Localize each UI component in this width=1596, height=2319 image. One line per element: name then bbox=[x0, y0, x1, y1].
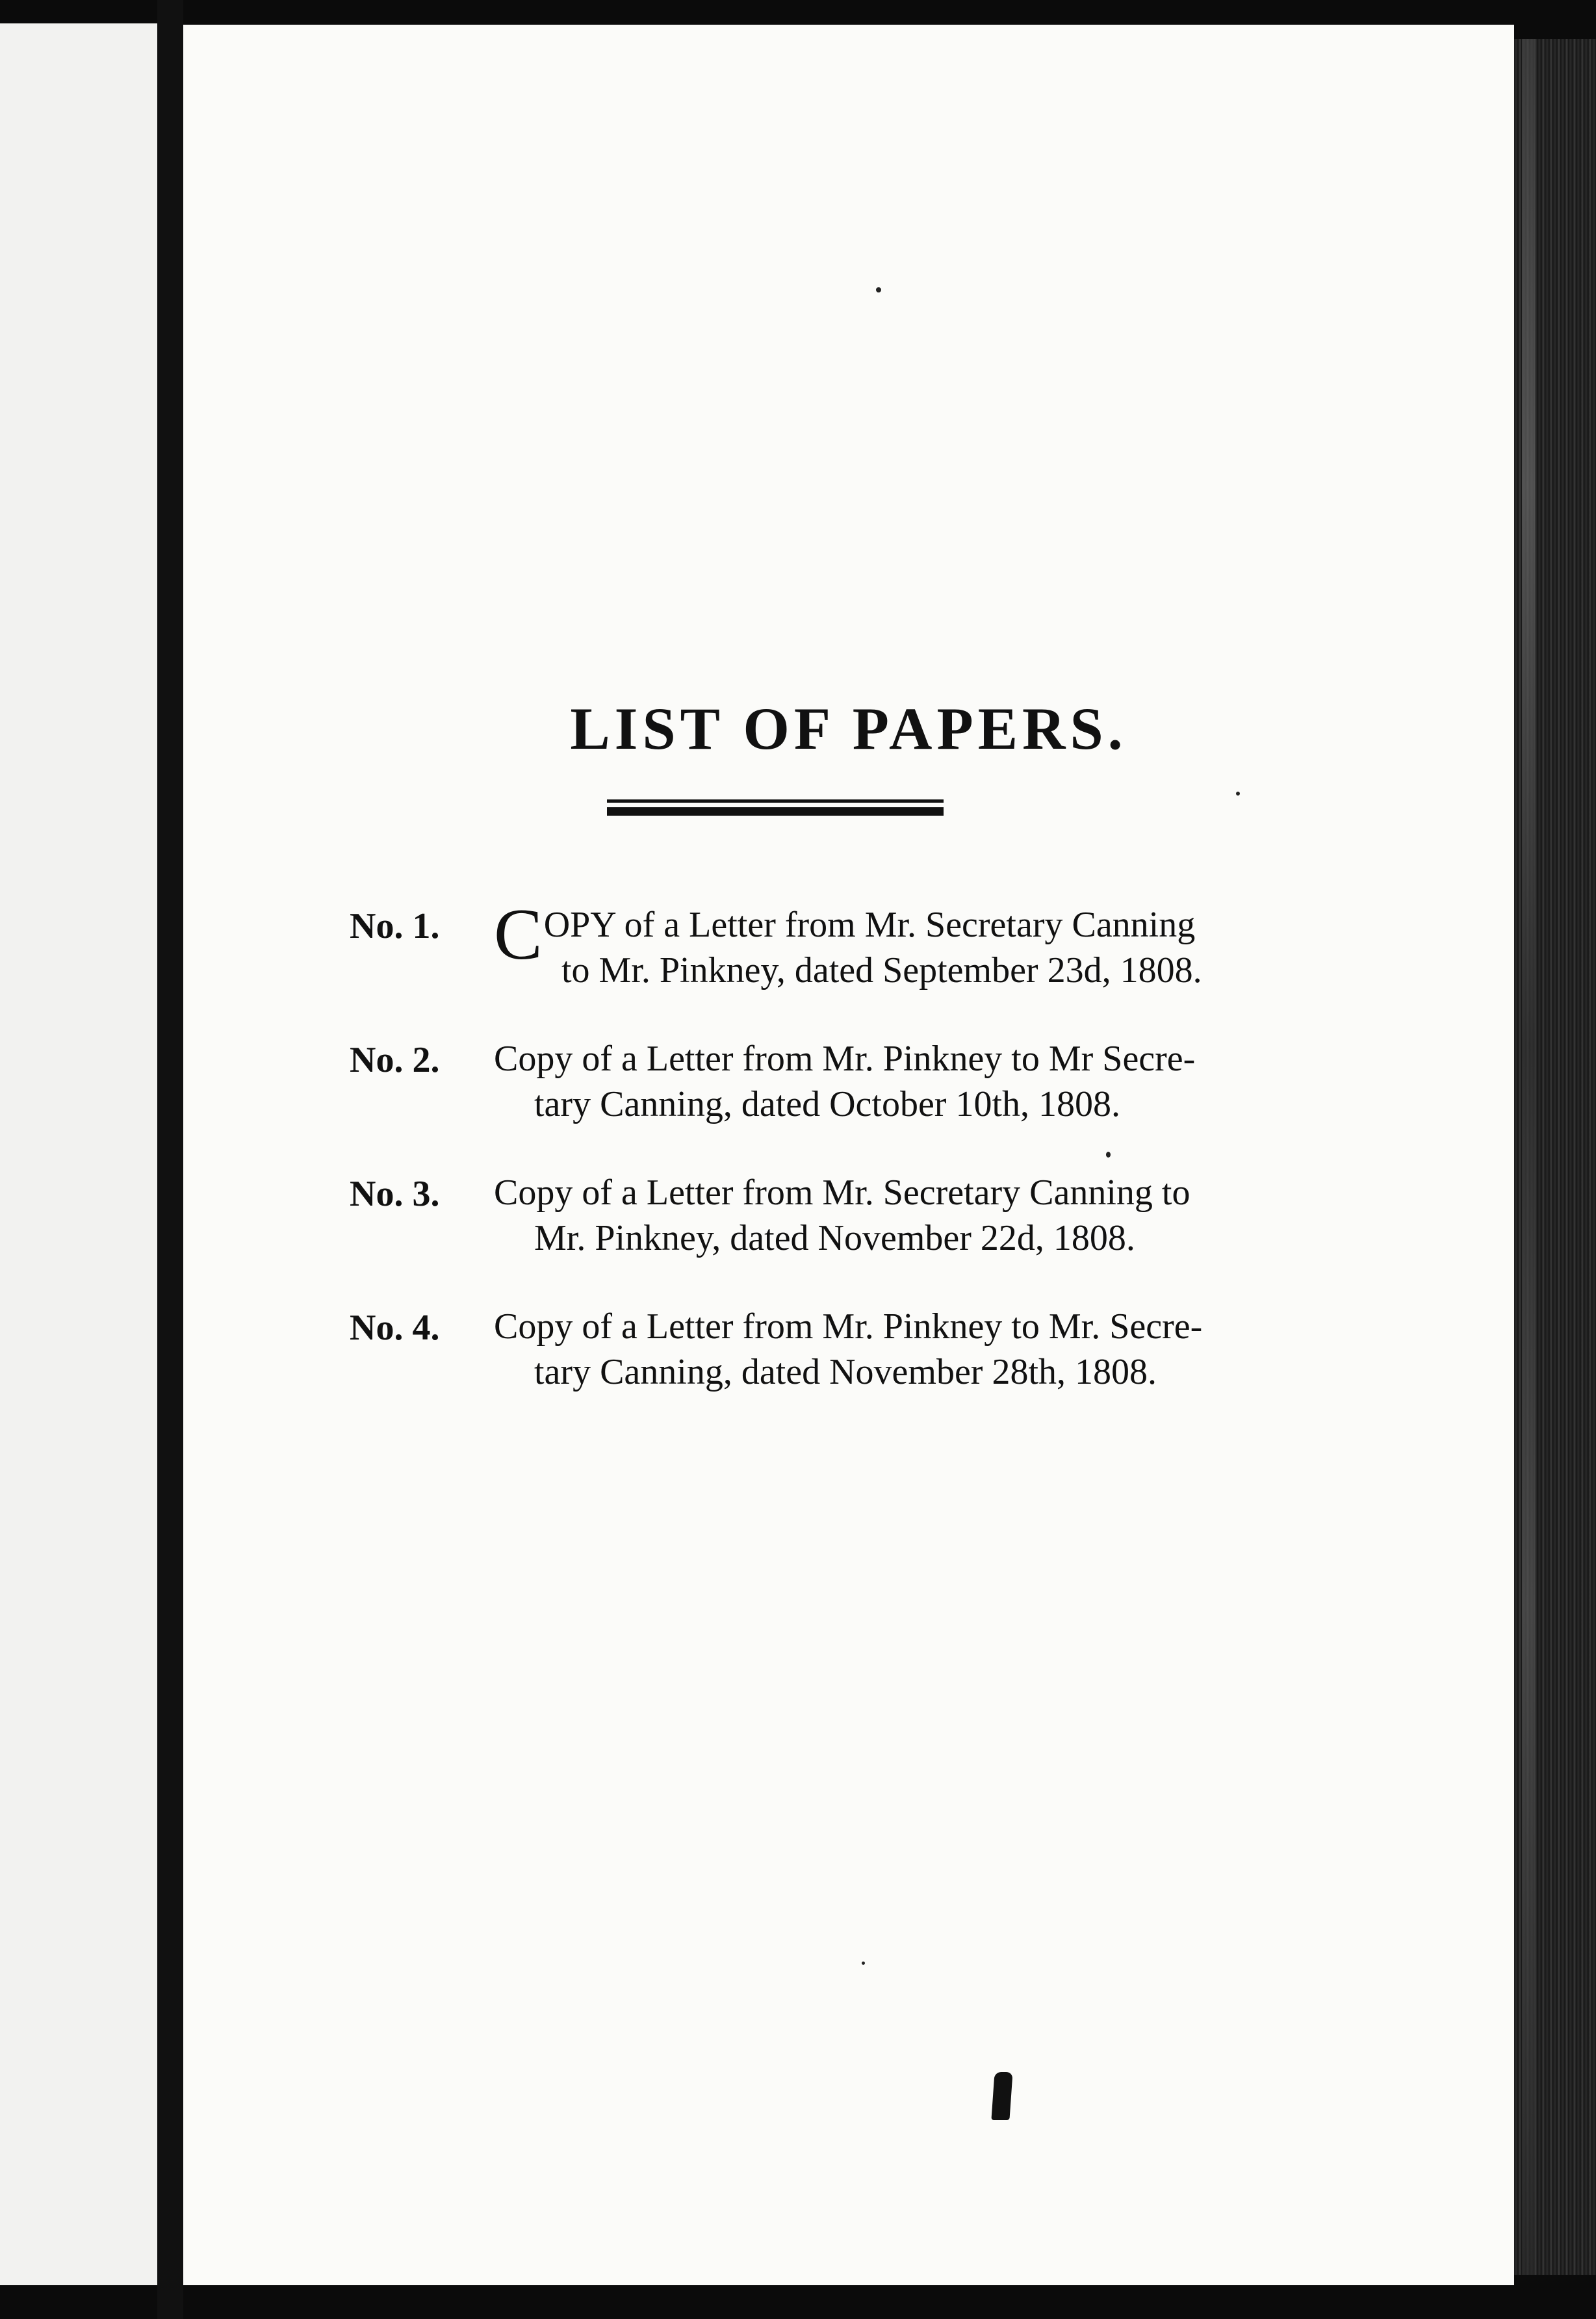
title-rule-thick bbox=[607, 807, 944, 816]
entry-line-2: tary Canning, dated November 28th, 1808. bbox=[534, 1352, 1157, 1392]
entry-number: No. 4. bbox=[350, 1308, 440, 1348]
facing-page-edge bbox=[0, 23, 157, 2285]
paper-entry-2 bbox=[183, 1036, 1514, 1170]
paper-list bbox=[183, 894, 1514, 1438]
ink-speck bbox=[1236, 792, 1240, 796]
entry-line-1-text: OPY of a Letter from Mr. Secretary Canning bbox=[543, 905, 1196, 945]
ink-speck bbox=[876, 287, 881, 292]
page-edge-highlight bbox=[1522, 39, 1535, 2275]
entry-line-1: Copy of a Letter from Mr. Pinkney to Mr. Secre- bbox=[494, 1306, 1203, 1347]
entry-number: No. 1. bbox=[350, 906, 440, 946]
entry-line-2: to Mr. Pinkney, dated September 23d, 1808. bbox=[561, 950, 1202, 991]
page-title: LIST OF PAPERS. bbox=[570, 695, 1127, 762]
catchword-mark bbox=[991, 2072, 1012, 2120]
entry-line-1: Copy of a Letter from Mr. Pinkney to Mr Secre- bbox=[494, 1039, 1196, 1079]
entry-line-2: Mr. Pinkney, dated November 22d, 1808. bbox=[534, 1218, 1135, 1258]
title-rule-thin bbox=[607, 799, 944, 803]
ink-speck bbox=[1106, 1152, 1111, 1158]
document-page bbox=[183, 25, 1514, 2285]
drop-cap: C bbox=[494, 894, 543, 975]
paper-entry-3 bbox=[183, 1170, 1514, 1304]
entry-line-2: tary Canning, dated October 10th, 1808. bbox=[534, 1084, 1121, 1124]
paper-entry-4 bbox=[183, 1304, 1514, 1438]
ink-speck bbox=[862, 1962, 865, 1965]
book-gutter bbox=[157, 0, 183, 2319]
entry-line-1: Copy of a Letter from Mr. Secretary Canning to bbox=[494, 1172, 1191, 1213]
paper-entry-1 bbox=[183, 894, 1514, 1036]
entry-number: No. 2. bbox=[350, 1040, 440, 1080]
entry-number: No. 3. bbox=[350, 1174, 440, 1214]
